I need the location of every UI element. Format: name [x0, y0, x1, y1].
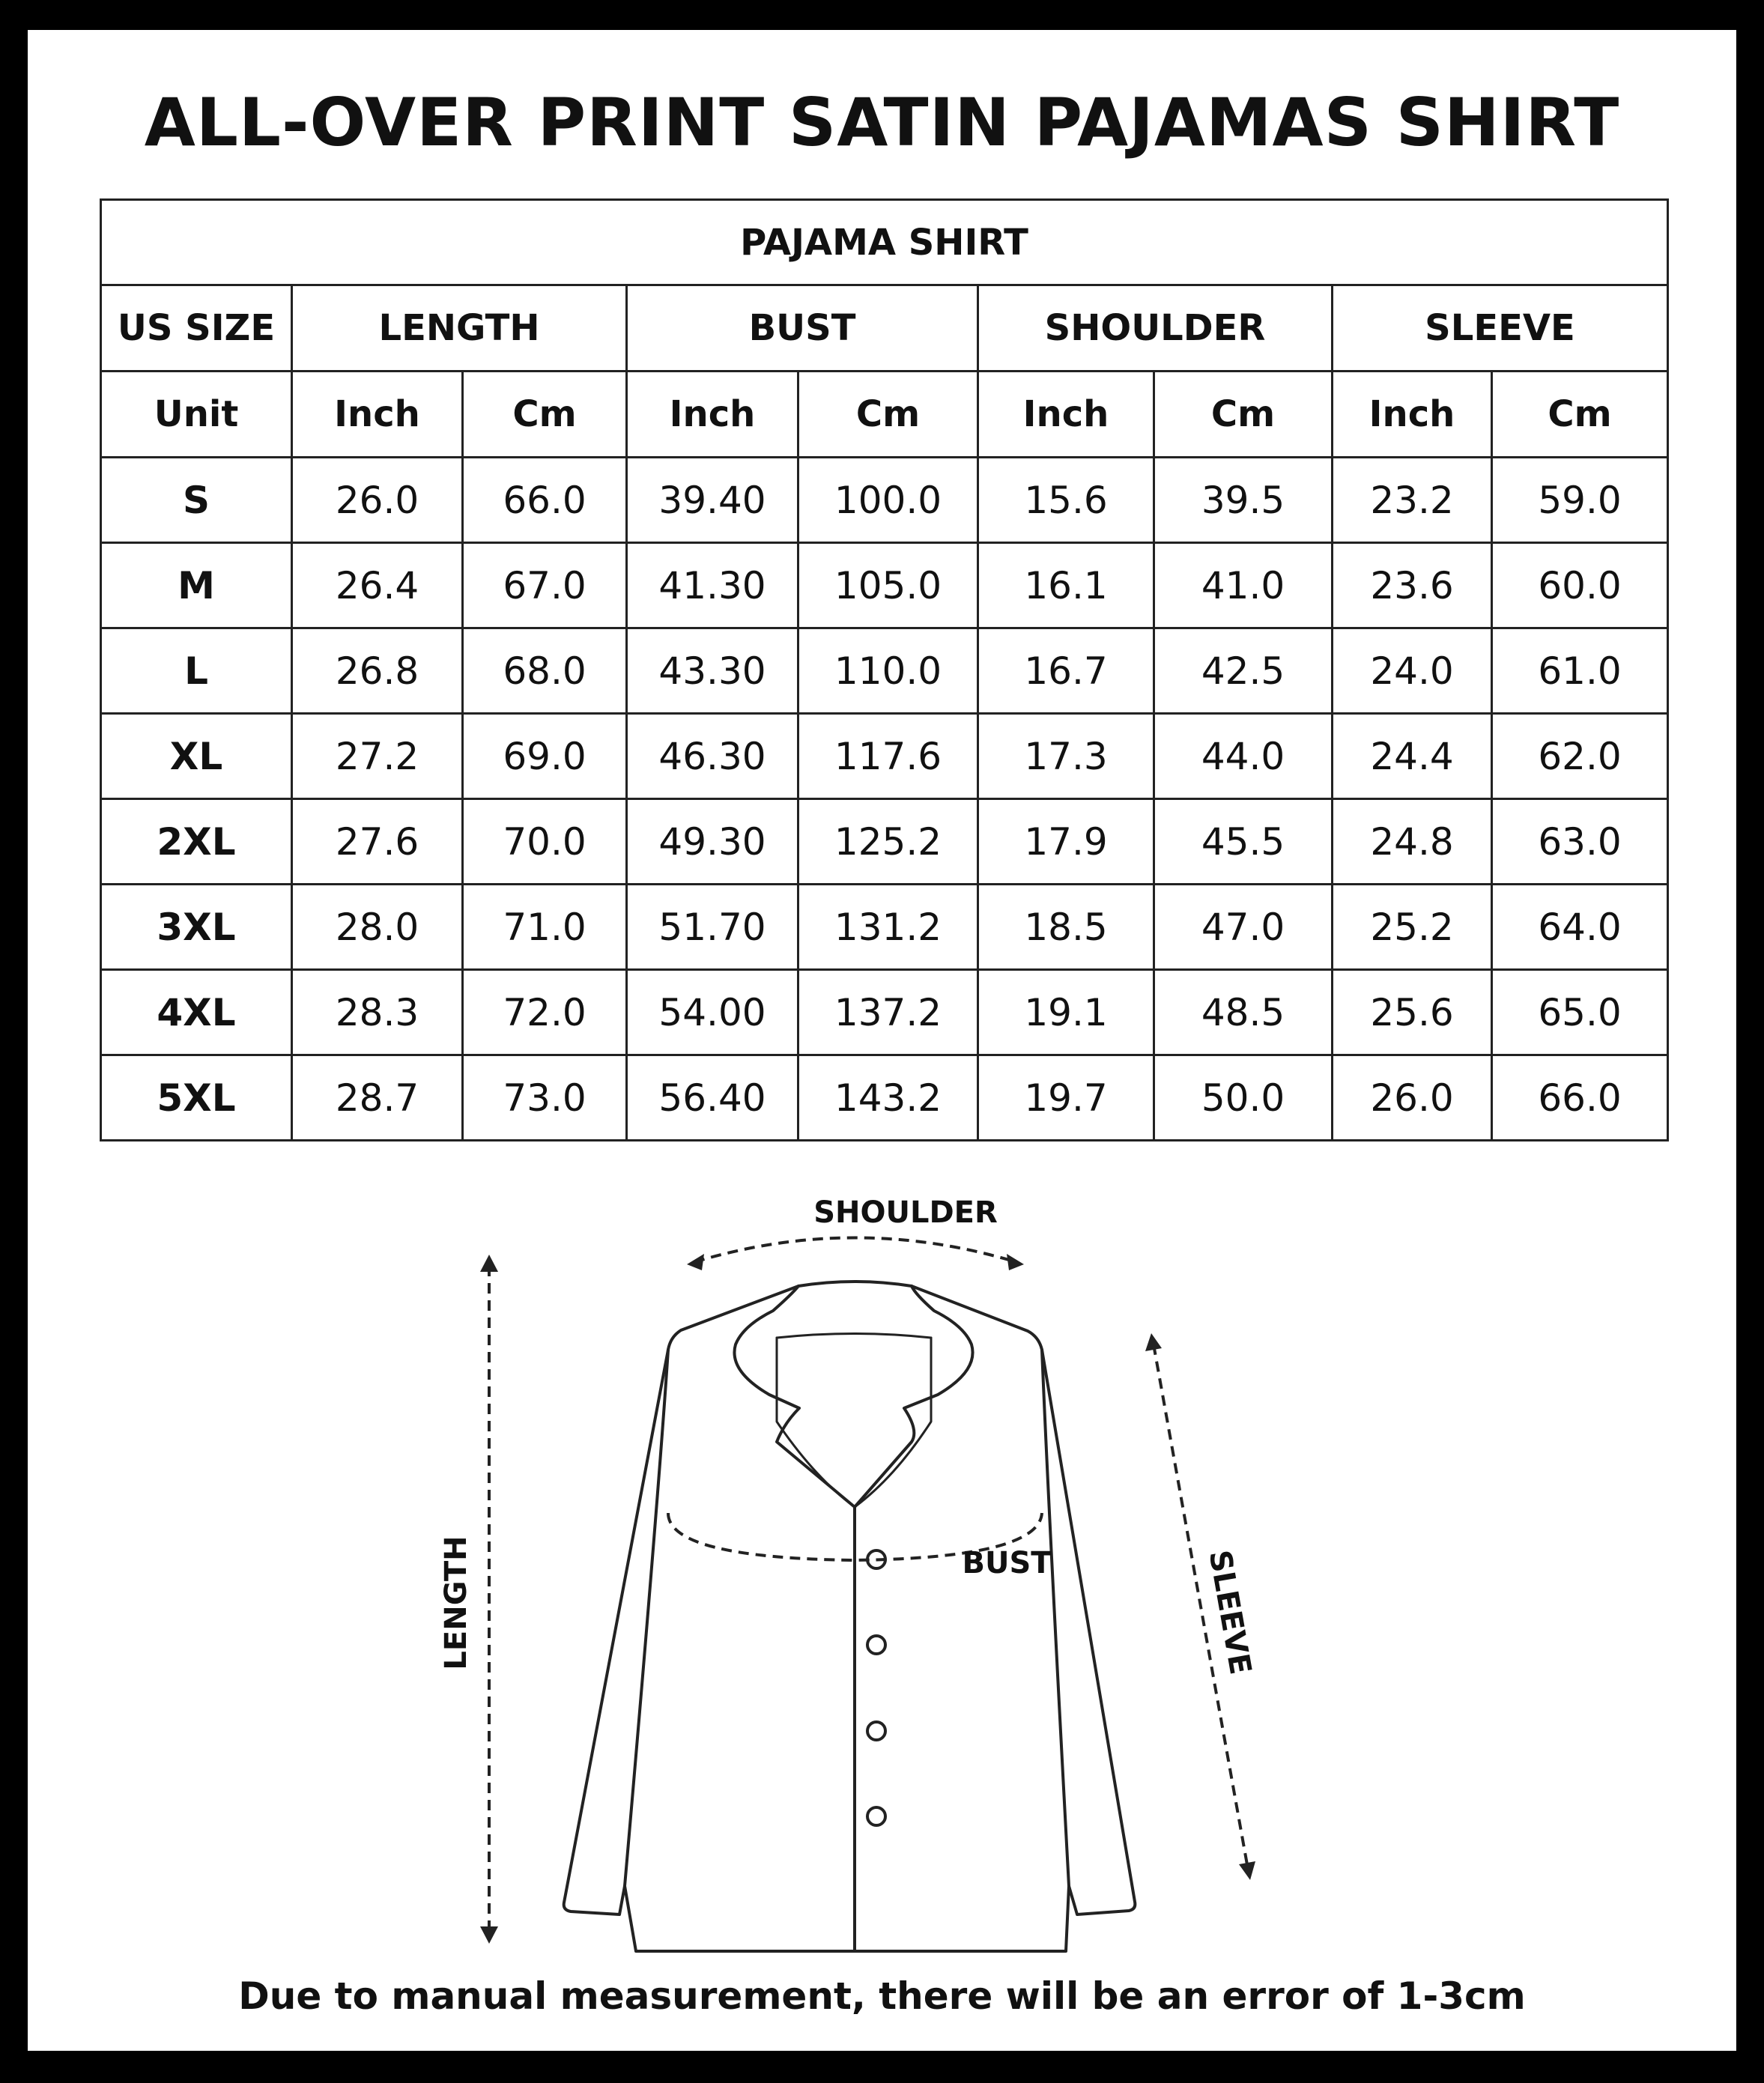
measurement-cell: 19.7	[978, 1055, 1154, 1141]
size-header: US SIZE	[101, 285, 292, 372]
collar	[734, 1286, 972, 1507]
measurement-cell: 17.3	[978, 714, 1154, 799]
measurement-cell: 47.0	[1154, 885, 1333, 970]
measurement-cell: 117.6	[798, 714, 978, 799]
measurement-cell: 41.0	[1154, 543, 1333, 628]
measurement-cell: 43.30	[627, 628, 798, 714]
measurement-cell: 16.1	[978, 543, 1154, 628]
unit-header: Cm	[798, 372, 978, 458]
table-row	[101, 799, 1668, 885]
table-row	[101, 458, 1668, 543]
unit-header: Inch	[292, 372, 463, 458]
measurement-cell: 131.2	[798, 885, 978, 970]
size-cell: 2XL	[101, 799, 292, 885]
measurement-cell: 59.0	[1492, 458, 1668, 543]
measurement-cell: 68.0	[463, 628, 627, 714]
measurement-cell: 72.0	[463, 970, 627, 1055]
shirt-outline	[564, 1286, 1136, 1951]
size-chart-page	[28, 30, 1736, 2051]
measurement-cell: 54.00	[627, 970, 798, 1055]
unit-header: Cm	[1492, 372, 1668, 458]
shoulder-arrow	[694, 1238, 1016, 1263]
measurement-cell: 66.0	[463, 458, 627, 543]
length-label: LENGTH	[439, 1535, 473, 1670]
measurement-cell: 26.0	[292, 458, 463, 543]
size-cell: 4XL	[101, 970, 292, 1055]
measurement-cell: 27.2	[292, 714, 463, 799]
measurement-cell: 27.6	[292, 799, 463, 885]
measurement-cell: 42.5	[1154, 628, 1333, 714]
measurement-cell: 26.0	[1333, 1055, 1492, 1141]
measurement-cell: 24.4	[1333, 714, 1492, 799]
measurement-cell: 143.2	[798, 1055, 978, 1141]
measurement-cell: 19.1	[978, 970, 1154, 1055]
group-header-bust: BUST	[627, 285, 978, 372]
measurement-cell: 25.2	[1333, 885, 1492, 970]
measurement-cell: 64.0	[1492, 885, 1668, 970]
measurement-cell: 28.3	[292, 970, 463, 1055]
size-cell: S	[101, 458, 292, 543]
size-table	[100, 198, 1669, 1141]
measurement-cell: 23.2	[1333, 458, 1492, 543]
size-cell: 3XL	[101, 885, 292, 970]
measurement-cell: 56.40	[627, 1055, 798, 1141]
measurement-cell: 65.0	[1492, 970, 1668, 1055]
measurement-cell: 45.5	[1154, 799, 1333, 885]
bust-label: BUST	[962, 1546, 1052, 1580]
measurement-cell: 23.6	[1333, 543, 1492, 628]
measurement-cell: 24.8	[1333, 799, 1492, 885]
measurement-cell: 66.0	[1492, 1055, 1668, 1141]
measurement-cell: 50.0	[1154, 1055, 1333, 1141]
table-row	[101, 1055, 1668, 1141]
measurement-cell: 16.7	[978, 628, 1154, 714]
measurement-cell: 137.2	[798, 970, 978, 1055]
measurement-cell: 15.6	[978, 458, 1154, 543]
table-row	[101, 543, 1668, 628]
table-row	[101, 970, 1668, 1055]
measurement-cell: 44.0	[1154, 714, 1333, 799]
measurement-cell: 39.40	[627, 458, 798, 543]
measurement-cell: 110.0	[798, 628, 978, 714]
group-header-sleeve: SLEEVE	[1333, 285, 1668, 372]
measurement-cell: 125.2	[798, 799, 978, 885]
measurement-cell: 39.5	[1154, 458, 1333, 543]
unit-header: Cm	[463, 372, 627, 458]
unit-header: Inch	[1333, 372, 1492, 458]
size-cell: L	[101, 628, 292, 714]
size-cell: 5XL	[101, 1055, 292, 1141]
measurement-cell: 17.9	[978, 799, 1154, 885]
measurement-cell: 60.0	[1492, 543, 1668, 628]
table-row	[101, 885, 1668, 970]
button-icon	[867, 1722, 885, 1740]
measurement-cell: 41.30	[627, 543, 798, 628]
measurement-cell: 62.0	[1492, 714, 1668, 799]
unit-label: Unit	[101, 372, 292, 458]
measurement-cell: 46.30	[627, 714, 798, 799]
measurement-cell: 28.7	[292, 1055, 463, 1141]
unit-header: Cm	[1154, 372, 1333, 458]
measurement-cell: 73.0	[463, 1055, 627, 1141]
sleeve-label: SLEEVE	[1201, 1547, 1258, 1678]
size-cell: M	[101, 543, 292, 628]
measurement-cell: 100.0	[798, 458, 978, 543]
size-cell: XL	[101, 714, 292, 799]
table-caption: PAJAMA SHIRT	[101, 200, 1668, 285]
measurement-cell: 69.0	[463, 714, 627, 799]
measurement-cell: 51.70	[627, 885, 798, 970]
measurement-cell: 18.5	[978, 885, 1154, 970]
group-header-length: LENGTH	[292, 285, 627, 372]
group-header-shoulder: SHOULDER	[978, 285, 1333, 372]
measurement-cell: 24.0	[1333, 628, 1492, 714]
shoulder-label: SHOULDER	[813, 1195, 998, 1230]
unit-header: Inch	[978, 372, 1154, 458]
button-icon	[867, 1636, 885, 1654]
measurement-cell: 105.0	[798, 543, 978, 628]
measurement-cell: 28.0	[292, 885, 463, 970]
measurement-cell: 48.5	[1154, 970, 1333, 1055]
table-row	[101, 628, 1668, 714]
measurement-cell: 26.4	[292, 543, 463, 628]
button-icon	[867, 1807, 885, 1825]
shirt-measurement-diagram	[28, 1183, 1736, 1962]
measurement-cell: 49.30	[627, 799, 798, 885]
measurement-cell: 67.0	[463, 543, 627, 628]
measurement-cell: 26.8	[292, 628, 463, 714]
page-title: ALL-OVER PRINT SATIN PAJAMAS SHIRT	[144, 84, 1620, 161]
table-row	[101, 714, 1668, 799]
measurement-cell: 63.0	[1492, 799, 1668, 885]
measurement-cell: 25.6	[1333, 970, 1492, 1055]
unit-header: Inch	[627, 372, 798, 458]
measurement-cell: 71.0	[463, 885, 627, 970]
measurement-note: Due to manual measurement, there will be an error of 1-3cm	[238, 1974, 1526, 2018]
measurement-cell: 61.0	[1492, 628, 1668, 714]
measurement-cell: 70.0	[463, 799, 627, 885]
